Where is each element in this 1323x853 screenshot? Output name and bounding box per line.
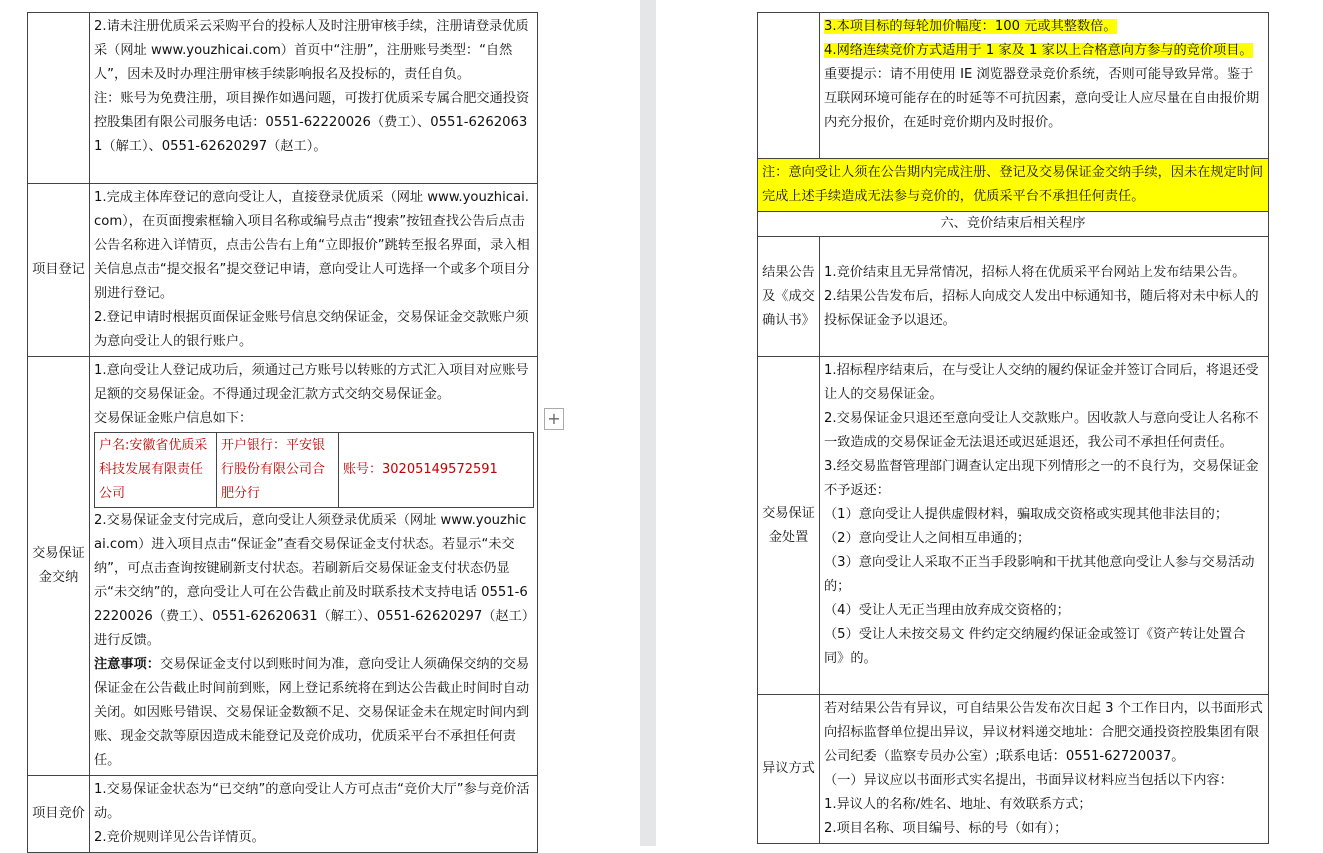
paragraph: 2.请未注册优质采云采购平台的投标人及时注册审核手续，注册请登录优质采（网址 www.youzhicai.com）首页中“注册”，注册账号类型：“自然人”，因未及时办理注册审核手续影响报名及投标的，责任自负。 xyxy=(94,19,529,82)
table-row xyxy=(28,776,538,853)
highlighted-text: 4.网络连续竞价方式适用于 1 家及 1 家以上合格意向方参与的竞价项目。 xyxy=(824,43,1253,58)
account-info-table xyxy=(94,432,534,508)
row-label: 结果公告及《成交确认书》 xyxy=(758,237,820,357)
paragraph xyxy=(824,15,1265,39)
row-label xyxy=(28,13,90,184)
row-content xyxy=(820,695,1269,844)
table-row xyxy=(758,237,1269,357)
table-row xyxy=(28,184,538,357)
paragraph: 1.竞价结束且无异常情况，招标人将在优质采平台网站上发布结果公告。 xyxy=(824,264,1246,280)
account-name-cell: 户名:安徽省优质采科技发展有限责任公司 xyxy=(95,433,217,508)
table-row xyxy=(758,695,1269,844)
right-page xyxy=(757,12,1269,844)
table-row xyxy=(95,433,534,508)
account-number-cell: 账号：30205149572591 xyxy=(339,433,534,508)
row-label: 项目登记 xyxy=(28,184,90,357)
left-page xyxy=(27,12,538,853)
row-content xyxy=(90,184,538,357)
list-item: （2）意向受让人之间相互串通的； xyxy=(824,531,1031,546)
list-item: （1）意向受让人提供虚假材料，骗取成交资格或实现其他非法目的； xyxy=(824,507,1229,522)
table-row xyxy=(758,159,1269,212)
list-item: （3）意向受让人采取不正当手段影响和干扰其他意向受让人参与交易活动的； xyxy=(824,555,1255,594)
right-table xyxy=(757,12,1269,844)
row-label: 项目竞价 xyxy=(28,776,90,853)
paragraph: 2.结果公告发布后，招标人向成交人发出中标通知书，随后将对未中标人的投标保证金予以退还。 xyxy=(824,288,1259,328)
row-content xyxy=(820,13,1269,159)
paragraph: 2.登记申请时根据页面保证金账号信息交纳保证金，交易保证金交款账户须为意向受让人的银行账户。 xyxy=(94,310,529,349)
table-row xyxy=(758,212,1269,237)
table-row xyxy=(28,13,538,184)
list-item: （5）受让人未按交易文 件约定交纳履约保证金或签订《资产转让处置合同》的。 xyxy=(824,627,1246,666)
paragraph: 2.交易保证金只退还至意向受让人交款账户。因收款人与意向受让人名称不一致造成的交易保证金无法退还或迟延退还，我公司不承担任何责任。 xyxy=(824,411,1259,450)
row-content xyxy=(90,357,538,776)
bank-cell: 开户银行：平安银行股份有限公司合肥分行 xyxy=(217,433,339,508)
paragraph: 注：账号为免费注册，项目操作如遇问题，可拨打优质采专属合肥交通投资控股集团有限公司服务电话：0551-62220026（费工）、0551-62620631（解工）、0551-62620297（赵工）。 xyxy=(94,91,530,154)
row-label: 异议方式 xyxy=(758,695,820,844)
highlighted-text: 3.本项目标的每轮加价幅度：100 元或其整数倍。 xyxy=(824,19,1117,34)
paragraph: 若对结果公告有异议，可自结果公告发布次日起 3 个工作日内，以书面形式向招标监督单位提出异议，异议材料递交地址：合肥交通投资控股集团有限公司纪委（监察专员办公室）;联系电话：0551-62720037。 xyxy=(824,701,1263,764)
paragraph: 交易保证金账户信息如下： xyxy=(94,411,253,426)
left-table xyxy=(27,12,538,853)
table-row xyxy=(758,13,1269,159)
row-label: 交易保证金处置 xyxy=(758,357,820,695)
row-content xyxy=(820,237,1269,357)
paragraph: 重要提示：请不用使用 IE 浏览器登录竞价系统，否则可能导致异常。鉴于互联网环境可能存在的时延等不可抗因素，意向受让人应尽量在自由报价期内充分报价，在延时竞价期内及时报价。 xyxy=(824,67,1260,130)
row-content xyxy=(90,776,538,853)
row-content xyxy=(820,357,1269,695)
add-row-button[interactable]: + xyxy=(544,408,564,430)
table-row xyxy=(758,357,1269,695)
paragraph: 3.经交易监督管理部门调查认定出现下列情形之一的不良行为，交易保证金不予返还： xyxy=(824,459,1259,498)
paragraph: 1.交易保证金状态为“已交纳”的意向受让人方可点击“竞价大厅”参与竞价活动。 xyxy=(94,782,530,821)
paragraph: 2.竞价规则详见公告详情页。 xyxy=(94,830,265,845)
paragraph: 1.招标程序结束后，在与受让人交纳的履约保证金并签订合同后，将退还受让人的交易保证金。 xyxy=(824,363,1259,402)
section-title: 六、竞价结束后相关程序 xyxy=(758,212,1269,237)
list-item: （4）受让人无正当理由放弃成交资格的； xyxy=(824,603,1070,618)
notice-title: 注意事项： xyxy=(94,657,160,672)
paragraph: 1.异议人的名称/姓名、地址、有效联系方式； xyxy=(824,797,1092,812)
paragraph xyxy=(94,653,534,773)
paragraph xyxy=(824,39,1265,63)
notice-text: 交易保证金支付以到账时间为准，意向受让人须确保交纳的交易保证金在公告截止时间前到账，网上登记系统将在到达公告截止时间时自动关闭。如因账号错误、交易保证金数额不足、交易保证金未在规定时间内到账、现金交款等原因造成未能登记及竞价成功，优质采平台不承担任何责任。 xyxy=(94,657,530,768)
paragraph: 2.交易保证金支付完成后，意向受让人须登录优质采（网址 www.youzhicai.com）进入项目点击“保证金”查看交易保证金支付状态。若显示“未交纳”，可点击查询按键刷新支付状态。若刷新后交易保证金支付状态仍显示“未交纳”的，意向受让人可在公告截止前及时联系技术支持电话 0551-62220026（费工）、0551-62620631（解工）、0551-62620297（赵工）进行反馈。 xyxy=(94,513,529,648)
paragraph: 1.意向受让人登记成功后，须通过己方账号以转账的方式汇入项目对应账号足额的交易保证金。不得通过现金汇款方式交纳交易保证金。 xyxy=(94,363,529,402)
row-label xyxy=(758,13,820,159)
table-row xyxy=(28,357,538,776)
paragraph: 2.项目名称、项目编号、标的号（如有）； xyxy=(824,821,1068,836)
row-content xyxy=(90,13,538,184)
page-gutter xyxy=(640,0,656,846)
highlighted-note: 注：意向受让人须在公告期内完成注册、登记及交易保证金交纳手续，因未在规定时间完成上述手续造成无法参与竞价的，优质采平台不承担任何责任。 xyxy=(758,159,1269,212)
paragraph: 1.完成主体库登记的意向受让人，直接登录优质采（网址 www.youzhicai.com），在页面搜索框输入项目名称或编号点击“搜索”按钮查找公告后点击公告名称进入详情页，点击公告右上角“立即报价”跳转至报名界面，录入相关信息点击“提交报名”提交登记申请，意向受让人可选择一个或多个项目分别进行登记。 xyxy=(94,190,530,301)
row-label: 交易保证金交纳 xyxy=(28,357,90,776)
paragraph: （一）异议应以书面形式实名提出，书面异议材料应当包括以下内容： xyxy=(824,773,1233,788)
